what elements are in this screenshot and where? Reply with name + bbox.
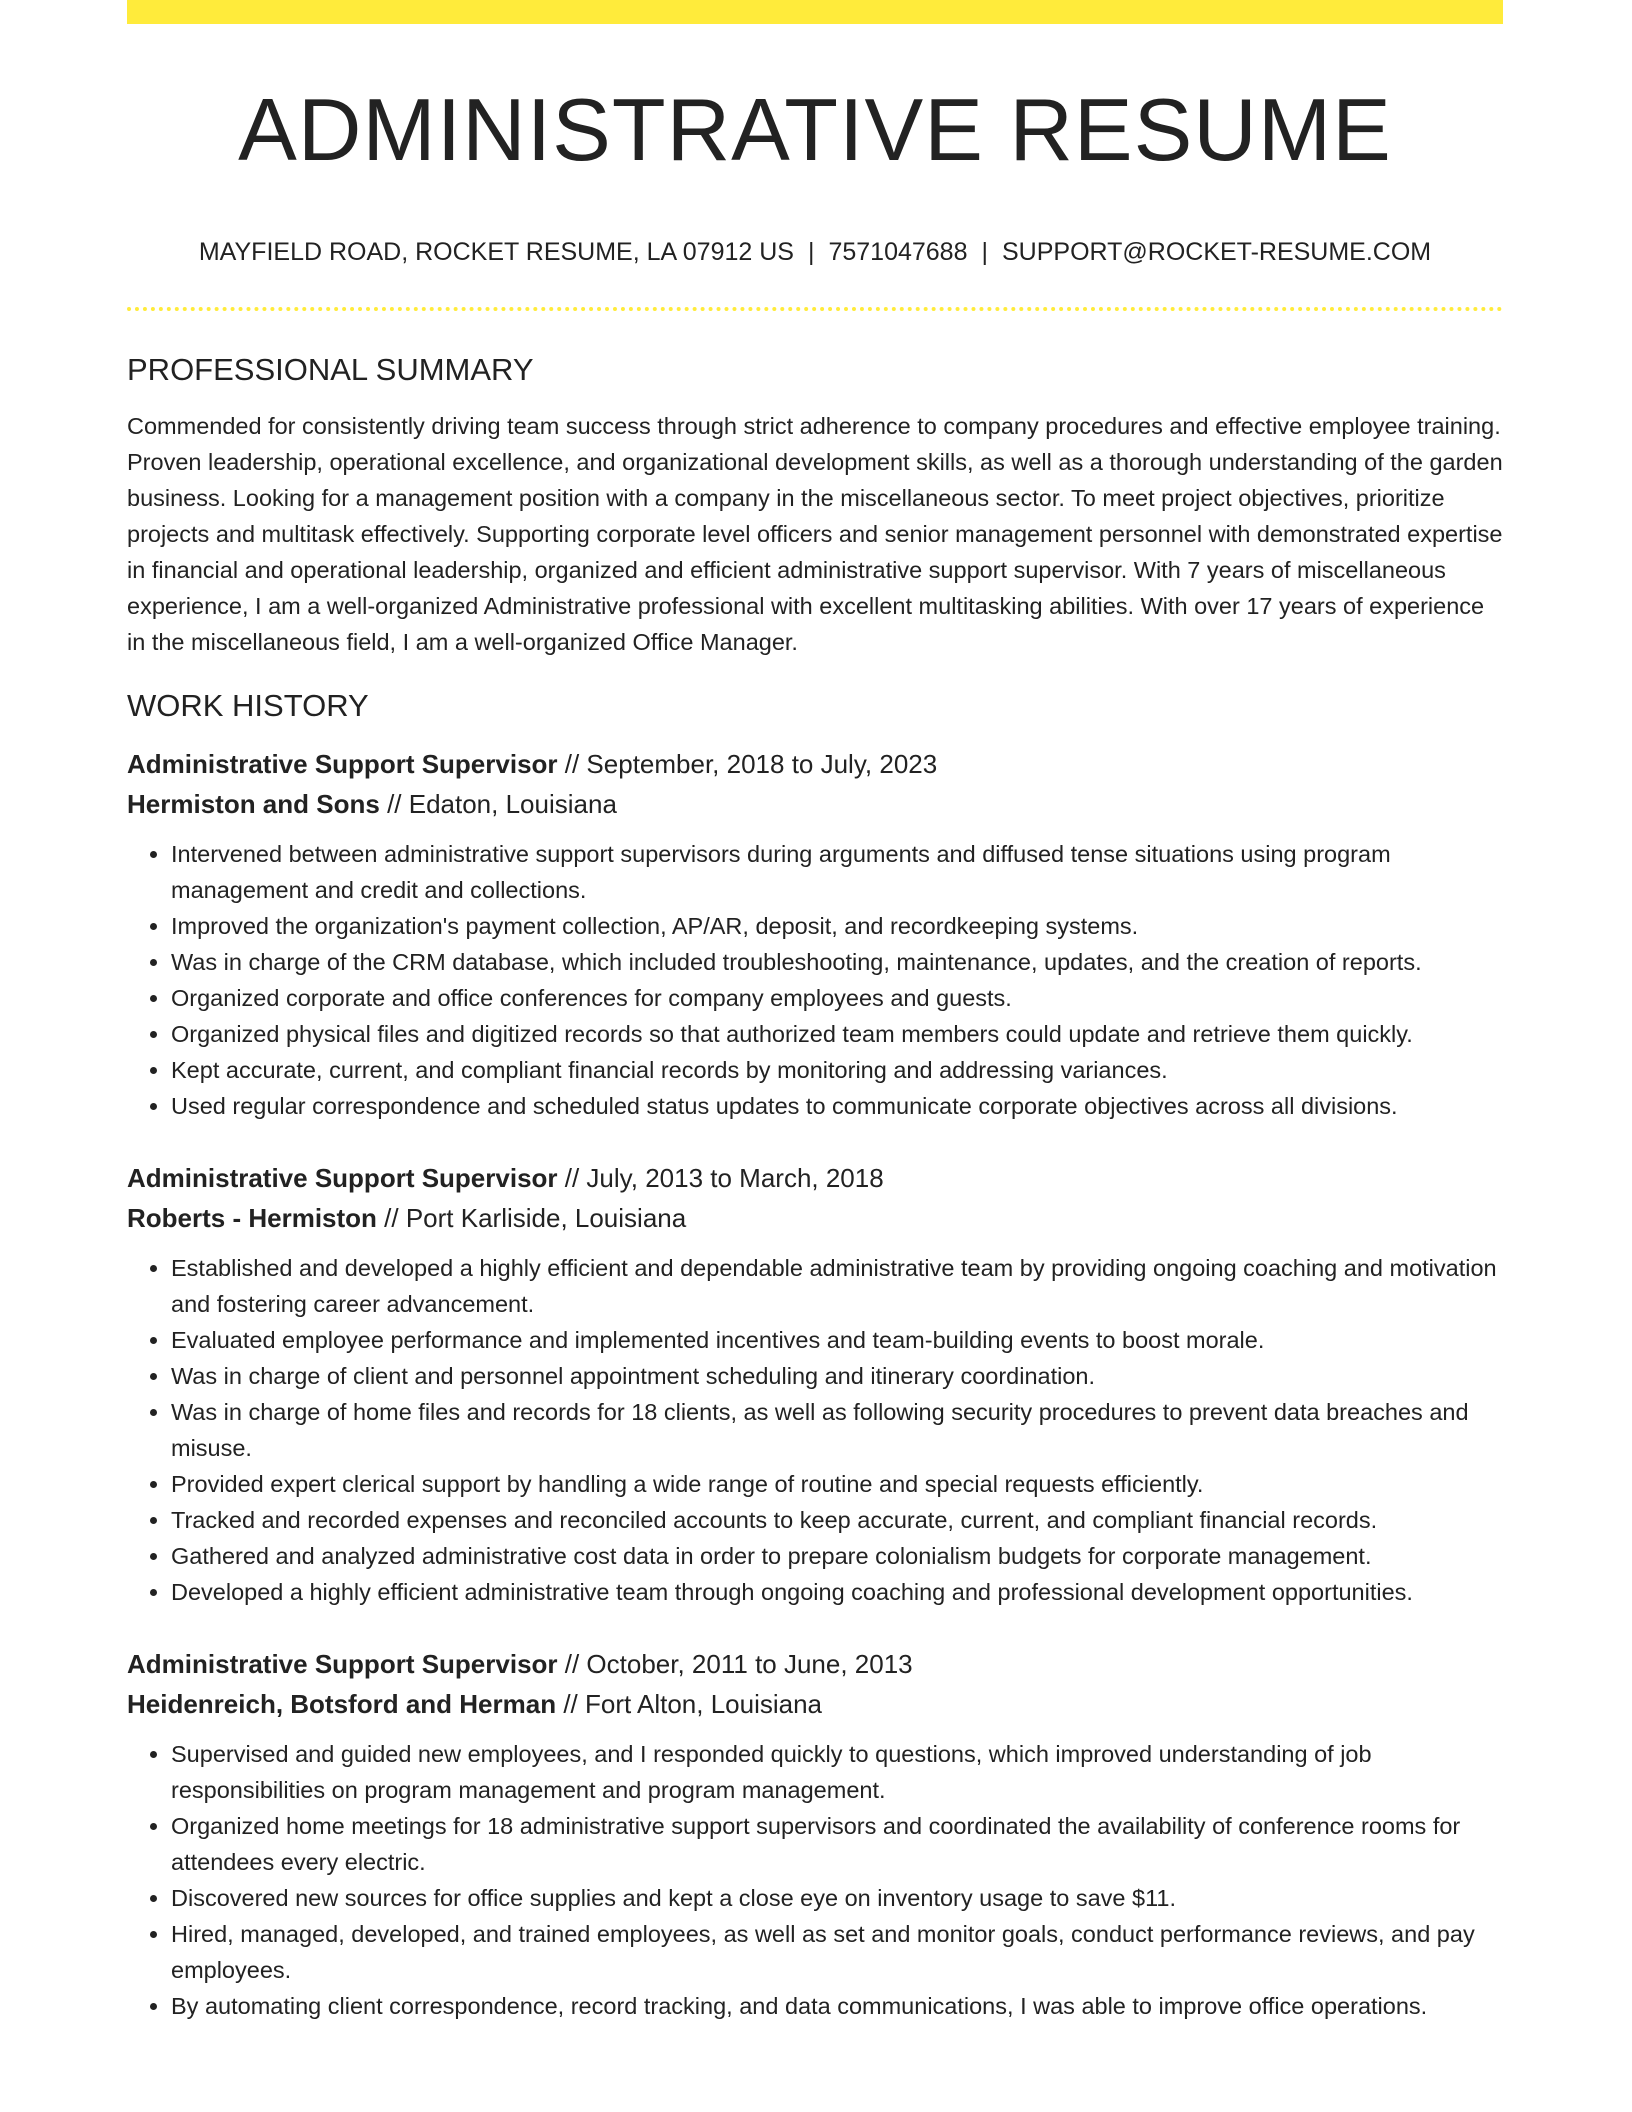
job-bullet: • By automating client correspondence, record tracking, and data communications, I was able to improve office operations. [171, 1988, 1503, 2024]
job-bullet: • Kept accurate, current, and compliant financial records by monitoring and addressing variances. [171, 1052, 1503, 1088]
job-title-line [127, 1158, 1503, 1198]
job-bullet: • Tracked and recorded expenses and reconciled accounts to keep accurate, current, and compliant financial records. [171, 1502, 1503, 1538]
job-title: Administrative Support Supervisor [127, 749, 558, 779]
job-bullet: • Developed a highly efficient administrative team through ongoing coaching and professional development opportunities. [171, 1574, 1503, 1610]
job-bullets [127, 1250, 1503, 1610]
summary-heading: PROFESSIONAL SUMMARY [127, 352, 534, 387]
job-bullet: • Was in charge of the CRM database, which included troubleshooting, maintenance, updates, and the creation of reports. [171, 944, 1503, 980]
job-entry [127, 1158, 1503, 1610]
job-bullet: • Intervened between administrative support supervisors during arguments and diffused tense situations using program management and credit and collections. [171, 836, 1503, 908]
job-bullet: • Was in charge of client and personnel appointment scheduling and itinerary coordination. [171, 1358, 1503, 1394]
contact-separator: | [807, 238, 815, 266]
job-bullet: • Improved the organization's payment collection, AP/AR, deposit, and recordkeeping systems. [171, 908, 1503, 944]
email-link[interactable]: SUPPORT@ROCKET-RESUME.COM [1002, 238, 1432, 266]
job-company: Heidenreich, Botsford and Herman [127, 1689, 557, 1719]
job-bullet: • Was in charge of home files and records for 18 clients, as well as following security procedures to prevent data breaches and misuse. [171, 1394, 1503, 1466]
dotted-divider [127, 307, 1503, 311]
job-bullet: • Established and developed a highly efficient and dependable administrative team by providing ongoing coaching and motivation and fostering career advancement. [171, 1250, 1503, 1322]
job-company: Hermiston and Sons [127, 789, 380, 819]
phone-text: 7571047688 [828, 238, 968, 266]
job-bullet: • Organized physical files and digitized records so that authorized team members could update and retrieve them quickly. [171, 1016, 1503, 1052]
job-title: Administrative Support Supervisor [127, 1163, 558, 1193]
job-bullet: • Provided expert clerical support by handling a wide range of routine and special requests efficiently. [171, 1466, 1503, 1502]
work-history-heading: WORK HISTORY [127, 688, 369, 723]
job-location: // Edaton, Louisiana [387, 789, 617, 819]
contact-line [127, 236, 1503, 268]
job-bullet: • Organized corporate and office conferences for company employees and guests. [171, 980, 1503, 1016]
job-company-line [127, 1198, 1503, 1238]
job-dates: // July, 2013 to March, 2018 [564, 1163, 884, 1193]
job-company: Roberts - Hermiston [127, 1203, 377, 1233]
job-bullet: • Used regular correspondence and scheduled status updates to communicate corporate objectives across all divisions. [171, 1088, 1503, 1124]
contact-separator: | [981, 238, 988, 266]
job-bullet: • Hired, managed, developed, and trained employees, as well as set and monitor goals, conduct performance reviews, and pay employees. [171, 1916, 1503, 1988]
job-title-line [127, 1644, 1503, 1684]
resume-title: ADMINISTRATIVE RESUME [238, 80, 1392, 179]
top-accent-bar [127, 0, 1503, 24]
job-bullets [127, 1736, 1503, 2024]
job-bullet: • Gathered and analyzed administrative cost data in order to prepare colonialism budgets for corporate management. [171, 1538, 1503, 1574]
job-title: Administrative Support Supervisor [127, 1649, 558, 1679]
address-text: MAYFIELD ROAD, ROCKET RESUME, LA 07912 US [198, 238, 794, 266]
job-dates: // September, 2018 to July, 2023 [564, 749, 938, 779]
job-title-line [127, 744, 1503, 784]
job-bullet: • Evaluated employee performance and implemented incentives and team-building events to boost morale. [171, 1322, 1503, 1358]
job-bullet: • Organized home meetings for 18 administrative support supervisors and coordinated the availability of conference rooms for attendees every electric. [171, 1808, 1503, 1880]
resume-body [127, 350, 1503, 2058]
job-company-line [127, 784, 1503, 824]
job-company-line [127, 1684, 1503, 1724]
job-bullets [127, 836, 1503, 1124]
job-entry [127, 1644, 1503, 2024]
summary-text: Commended for consistently driving team success through strict adherence to company procedures and effective employee training. Proven leadership, operational excellence, and organizational development skills, as well as a thorough understanding of the garden business. Looking for a management position with a company in the miscellaneous sector. To meet project objectives, prioritize projects and multitask effectively. Supporting corporate level officers and senior management personnel with demonstrated expertise in financial and operational leadership, organized and efficient administrative support supervisor. With 7 years of miscellaneous experience, I am a well-organized Administrative professional with excellent multitasking abilities. With over 17 years of experience in the miscellaneous field, I am a well-organized Office Manager. [127, 413, 1503, 655]
job-location: // Port Karliside, Louisiana [384, 1203, 687, 1233]
job-bullet: • Discovered new sources for office supplies and kept a close eye on inventory usage to save $11. [171, 1880, 1503, 1916]
job-location: // Fort Alton, Louisiana [563, 1689, 823, 1719]
job-dates: // October, 2011 to June, 2013 [564, 1649, 913, 1679]
job-entry [127, 744, 1503, 1124]
job-bullet: • Supervised and guided new employees, and I responded quickly to questions, which improved understanding of job responsibilities on program management and program management. [171, 1736, 1503, 1808]
